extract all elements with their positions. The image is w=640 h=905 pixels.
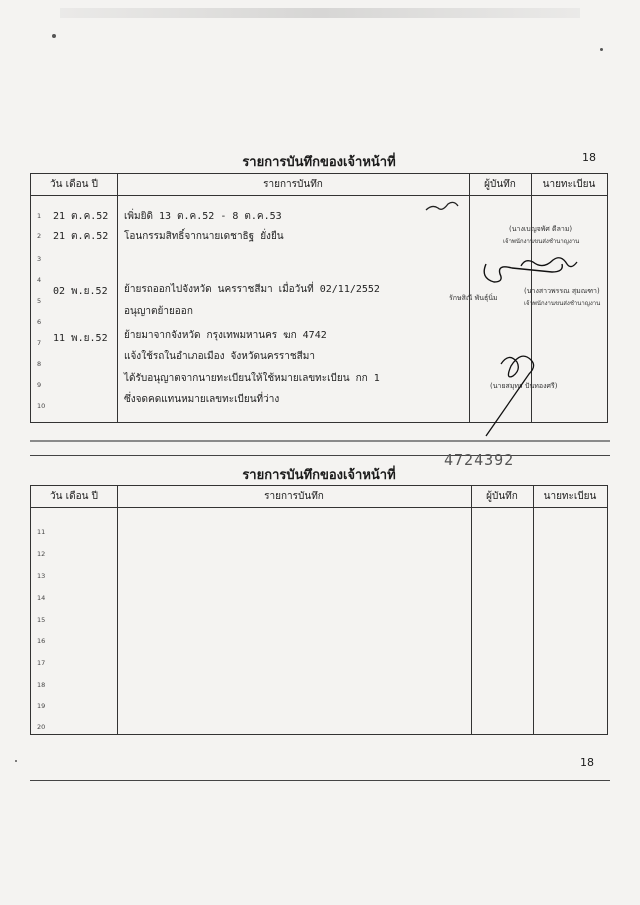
official-stamp-name: (นางเบญจพัศ ดีลาม) xyxy=(509,225,573,233)
header-recorder: ผู้บันทึก xyxy=(484,179,516,190)
page-fold-shadow xyxy=(30,440,610,442)
col-divider xyxy=(533,486,534,734)
col-divider xyxy=(117,486,118,734)
row-number: 14 xyxy=(37,594,46,602)
entry-text: โอนกรรมสิทธิ์จากนายเดชาธิฐ ยั่งยืน xyxy=(124,231,284,242)
record-table xyxy=(30,173,608,423)
entry-text: ซึ่งจดคดแทนหมายเลขทะเบียนที่ว่าง xyxy=(124,394,280,405)
row-number: 5 xyxy=(37,297,42,305)
header-registrar: นายทะเบียน xyxy=(543,491,597,502)
signer-name: รักษสิณี พันธุ์นิ่ม xyxy=(449,294,498,302)
entry-text: แจ้งใช้รถในอำเภอเมือง จังหวัดนครราชสีมา xyxy=(124,351,315,362)
row-number: 13 xyxy=(37,572,46,580)
row-number: 2 xyxy=(37,232,42,240)
official-stamp-title: เจ้าพนักงานขนส่งชำนาญงาน xyxy=(503,238,580,245)
entry-text: ได้รับอนุญาตจากนายทะเบียนให้ใช้หมายเลขทะเบียน กก 1 xyxy=(124,373,380,384)
row-number: 12 xyxy=(37,550,46,558)
col-divider xyxy=(471,486,472,734)
scan-speck xyxy=(52,34,56,38)
top-record-section xyxy=(30,145,608,430)
signature-stroke-2 xyxy=(521,258,577,267)
entry-date: 02 พ.ย.52 xyxy=(53,286,108,297)
row-number: 16 xyxy=(37,637,46,645)
row-number: 4 xyxy=(37,276,42,284)
signature-long-stroke xyxy=(486,356,534,436)
row-number: 18 xyxy=(37,681,46,689)
row-number: 10 xyxy=(37,402,46,410)
record-table xyxy=(30,485,608,735)
row-number: 9 xyxy=(37,381,42,389)
row-number: 15 xyxy=(37,616,46,624)
official-stamp-title: เจ้าพนักงานขนส่งชำนาญงาน xyxy=(524,300,601,307)
entry-date: 11 พ.ย.52 xyxy=(53,333,108,344)
header-entry: รายการบันทึก xyxy=(263,179,323,190)
page-title: รายการบันทึกของเจ้าหน้าที่ xyxy=(242,155,396,170)
entry-text: เพิ่มยิดิ 13 ต.ค.52 - 8 ต.ค.53 xyxy=(124,211,282,222)
scan-speck xyxy=(600,48,603,51)
page-title: รายการบันทึกของเจ้าหน้าที่ xyxy=(242,468,396,483)
entry-date: 21 ต.ค.52 xyxy=(53,231,109,242)
entry-date: 21 ต.ค.52 xyxy=(53,211,109,222)
row-number: 20 xyxy=(37,723,46,731)
page-bottom-border xyxy=(30,780,610,781)
handwritten-signatures xyxy=(31,174,607,464)
entry-text: ย้ายรถออกไปจังหวัด นครราชสีมา เมื่อวันที่ 02/11/2552 xyxy=(124,284,380,295)
row-number: 1 xyxy=(37,212,42,220)
scan-top-smudge xyxy=(60,8,580,18)
row-number: 6 xyxy=(37,318,42,326)
signature-stroke-1 xyxy=(484,264,562,282)
row-number: 17 xyxy=(37,659,46,667)
bottom-record-section xyxy=(30,460,608,800)
row-number: 7 xyxy=(37,339,42,347)
row-number: 19 xyxy=(37,702,46,710)
page-number: 18 xyxy=(582,151,596,164)
page-fold-line xyxy=(30,455,610,456)
entry-text: อนุญาตย้ายออก xyxy=(124,306,193,317)
signature-scribble-small xyxy=(426,202,458,210)
scan-speck xyxy=(15,760,17,762)
row-number: 11 xyxy=(37,528,46,536)
entry-text: ย้ายมาจากจังหวัด กรุงเทพมหานคร ฆก 4742 xyxy=(124,330,327,341)
stamp-number: 4724392 xyxy=(444,451,515,469)
header-recorder: ผู้บันทึก xyxy=(486,491,518,502)
row-number: 3 xyxy=(37,255,42,263)
header-date: วัน เดือน ปี xyxy=(50,179,98,190)
row-number: 8 xyxy=(37,360,42,368)
official-stamp-name: (นางสาวพรรณ สุมณฑา) xyxy=(524,287,600,295)
page-number: 18 xyxy=(580,756,594,769)
header-entry: รายการบันทึก xyxy=(264,491,324,502)
header-registrar: นายทะเบียน xyxy=(542,179,596,190)
header-date: วัน เดือน ปี xyxy=(50,491,98,502)
signer-name: (นายสมุทร ปันทองศรี) xyxy=(490,382,558,390)
